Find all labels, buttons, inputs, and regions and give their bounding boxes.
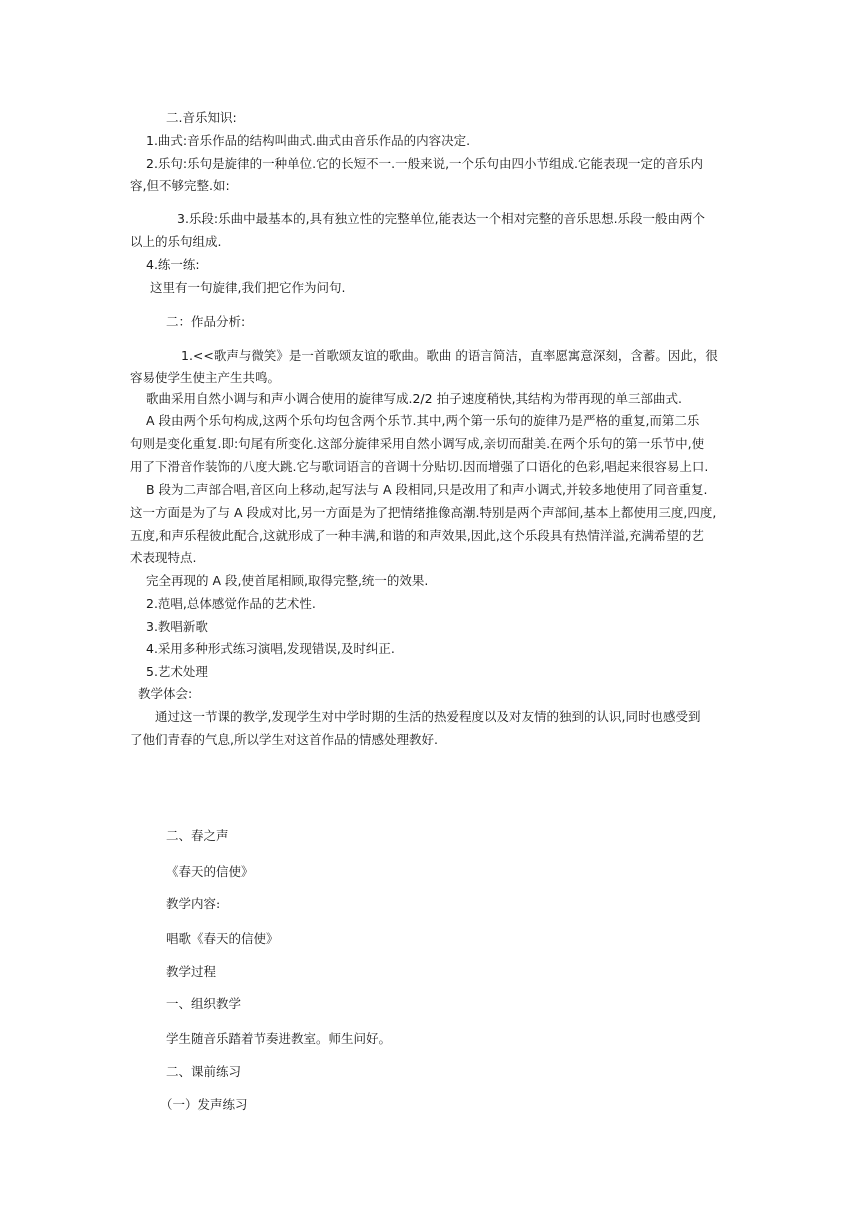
content-value: 唱歌《春天的信使》: [166, 931, 279, 946]
paragraph-b-line-2: 这一方面是为了与 A 段成对比,另一方面是为了把情绪推像高潮.特别是两个声部间,基本上都使用三度,四度,: [130, 505, 717, 520]
paragraph-b-line-3: 五度,和声乐程彼此配合,这就形成了一种丰满,和谐的和声效果,因此,这个乐段具有热情洋溢,充满希望的艺: [130, 528, 704, 543]
analysis-1-line-1: 1.<<歌声与微笑》是一首歌颂友谊的歌曲。歌曲 的语言简洁，直率愿寓意深刻，含蓄。因此，很: [181, 348, 718, 363]
step-2-heading: 二、课前练习: [166, 1064, 242, 1079]
item-2-line-1: 2.乐句:乐句是旋律的一种单位.它的长短不一.一般来说,一个乐句由四小节组成.它能表现一定的音乐内: [146, 156, 704, 171]
song-title: 《春天的信使》: [166, 864, 254, 879]
step-1-heading: 一、组织教学: [166, 996, 242, 1011]
paragraph-b-line-1: B 段为二声部合唱,音区向上移动,起写法与 A 段相同,只是改用了和声小调式,并较多地使用了同音重复.: [146, 482, 708, 497]
step-2: 2.范唱,总体感觉作品的艺术性.: [146, 596, 316, 611]
section-title: 二、春之声: [166, 828, 229, 843]
item-4: 4.练一练:: [146, 257, 200, 272]
paragraph-a-line-2: 句则是变化重复.即:句尾有所变化.这部分旋律采用自然小调写成,亲切而甜美.在两个乐句的第一乐节中,使: [130, 436, 705, 451]
paragraph-a-line-3: 用了下滑音作装饰的八度大跳.它与歌词语言的音调十分贴切.因而增强了口语化的色彩,唱起来很容易上口.: [130, 459, 709, 474]
step-5: 5.艺术处理: [146, 664, 208, 679]
item-2-line-2: 容,但不够完整.如:: [130, 178, 230, 193]
process-label: 教学过程: [166, 964, 217, 979]
step-3: 3.教唱新歌: [146, 619, 208, 634]
heading-music-knowledge: 二.音乐知识:: [166, 110, 237, 125]
step-2-sub: （一）发声练习: [160, 1097, 248, 1112]
reflection-line-1: 通过这一节课的教学,发现学生对中学时期的生活的热爱程度以及对友情的独到的认识,同时也感受到: [155, 709, 701, 724]
reflection-heading: 教学体会:: [138, 686, 193, 701]
reflection-line-2: 了他们青春的气息,所以学生对这首作品的情感处理教好.: [130, 732, 438, 747]
step-4: 4.采用多种形式练习演唱,发现错误,及时纠正.: [146, 641, 395, 656]
paragraph-reprise: 完全再现的 A 段,使首尾相顾,取得完整,统一的效果.: [146, 573, 429, 588]
content-label: 教学内容:: [166, 896, 221, 911]
item-3-line-2: 以上的乐句组成.: [130, 234, 222, 249]
analysis-paragraph-2: 歌曲采用自然小调与和声小调合使用的旋律写成.2/2 拍子速度稍快,其结构为带再现的单三部曲式.: [146, 391, 683, 406]
item-3-line-1: 3.乐段:乐曲中最基本的,具有独立性的完整单位,能表达一个相对完整的音乐思想.乐段一般由两个: [177, 211, 706, 226]
item-1: 1.曲式:音乐作品的结构叫曲式.曲式由音乐作品的内容决定.: [146, 133, 471, 148]
step-1-text: 学生随音乐踏着节奏进教室。师生问好。: [166, 1031, 392, 1046]
analysis-1-line-2: 容易使学生使主产生共鸣。: [130, 370, 281, 385]
item-4-text: 这里有一句旋律,我们把它作为问句.: [150, 280, 346, 295]
paragraph-b-line-4: 术表现特点.: [130, 550, 197, 565]
heading-analysis: 二：作品分析:: [166, 314, 246, 329]
paragraph-a-line-1: A 段由两个乐句构成,这两个乐句均包含两个乐节.其中,两个第一乐句的旋律乃是严格的重复,而第二乐: [146, 413, 700, 428]
